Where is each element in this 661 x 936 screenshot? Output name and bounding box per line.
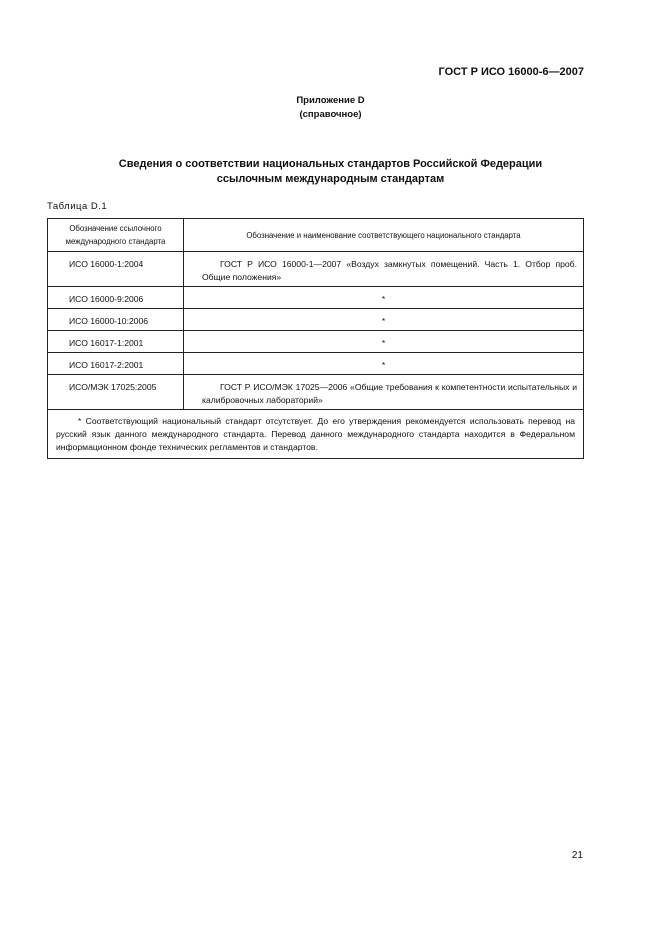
header-national-standard: Обозначение и наименование соответствующего национального стандарта [184,219,584,252]
table-footnote-row [48,410,584,459]
table-row [48,309,584,331]
document-title-line1: Сведения о соответствии национальных стандартов Российской Федерации [118,158,543,170]
table-row [48,331,584,353]
page-number: 21 [571,850,583,861]
national-standard-cell: * [184,287,584,309]
document-title [60,157,601,187]
table-row [48,353,584,375]
correspondence-table [47,218,584,459]
table-row [48,287,584,309]
intl-standard-cell: ИСО/МЭК 17025:2005 [48,375,184,410]
intl-standard-cell: ИСО 16017-1:2001 [48,331,184,353]
table-footnote: * Соответствующий национальный стандарт отсутствует. До его утверждения рекомендуется использовать перевод на русский язык данного международного стандарта. Перевод данного международного стандарта находится в Федеральном информационном фонде технических регламентов и стандартов. [48,410,584,459]
intl-standard-cell: ИСО 16000-10:2006 [48,309,184,331]
standard-code: ГОСТ Р ИСО 16000-6—2007 [438,66,584,78]
intl-standard-cell: ИСО 16000-1:2004 [48,252,184,287]
appendix-note: (справочное) [299,109,362,120]
table-row [48,252,584,287]
national-standard-cell: * [184,353,584,375]
national-standard-cell: ГОСТ Р ИСО 16000-1—2007 «Воздух замкнутых помещений. Часть 1. Отбор проб. Общие положения» [184,252,584,287]
intl-standard-cell: ИСО 16000-9:2006 [48,287,184,309]
document-title-line2: ссылочным международным стандартам [216,173,445,185]
header-intl-standard: Обозначение ссылочного международного стандарта [48,219,184,252]
appendix-title: Приложение D [296,95,365,106]
intl-standard-cell: ИСО 16017-2:2001 [48,353,184,375]
national-standard-cell: * [184,331,584,353]
table-row [48,375,584,410]
national-standard-cell: * [184,309,584,331]
table-caption: Таблица D.1 [47,201,108,212]
national-standard-cell: ГОСТ Р ИСО/МЭК 17025—2006 «Общие требования к компетентности испытательных и калибровочных лабораторий» [184,375,584,410]
table-header-row [48,219,584,252]
